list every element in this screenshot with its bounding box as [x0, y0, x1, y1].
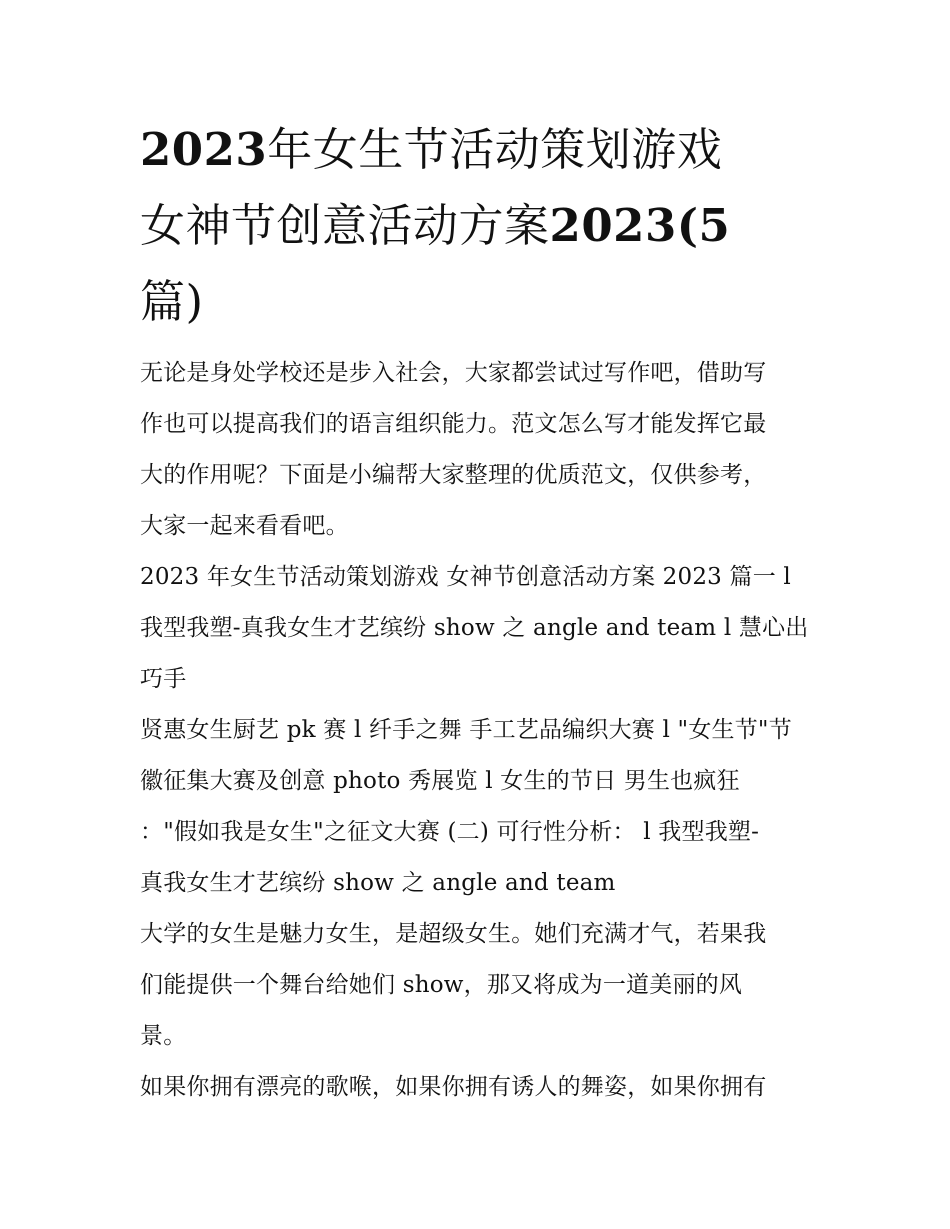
body-line-14: 景。	[140, 1023, 187, 1049]
body-line-10: ："假如我是女生"之征文大赛 (二) 可行性分析： l 我型我塑-	[140, 819, 760, 845]
body-line-8: 贤惠女生厨艺 pk 赛 l 纤手之舞 手工艺品编织大赛 l "女生节"节	[140, 717, 792, 743]
body-line-5: 2023 年女生节活动策划游戏 女神节创意活动方案 2023 篇一 l	[140, 564, 791, 590]
body-line-13: 们能提供一个舞台给她们 show，那又将成为一道美丽的风	[140, 972, 743, 998]
body-line-11: 真我女生才艺缤纷 show 之 angle and team	[140, 870, 616, 896]
body-line-6: 我型我塑-真我女生才艺缤纷 show 之 angle and team l 慧心出	[140, 615, 809, 641]
body-line-2: 作也可以提高我们的语言组织能力。范文怎么写才能发挥它最	[140, 411, 767, 437]
title-year-count: 2023(5	[549, 199, 731, 252]
body-line-15: 如果你拥有漂亮的歌喉，如果你拥有诱人的舞姿，如果你拥有	[140, 1074, 767, 1100]
title-year: 2023	[140, 123, 268, 176]
body-line-9: 徽征集大赛及创意 photo 秀展览 l 女生的节日 男生也疯狂	[140, 768, 740, 794]
body-line-3: 大的作用呢？下面是小编帮大家整理的优质范文，仅供参考，	[140, 462, 767, 488]
body-line-7: 巧手	[140, 666, 187, 692]
body-line-1: 无论是身处学校还是步入社会，大家都尝试过写作吧，借助写	[140, 360, 767, 386]
document-page	[140, 112, 820, 1113]
title-part-2: 女神节创意活动方案	[140, 199, 550, 252]
body-line-12: 大学的女生是魅力女生，是超级女生。她们充满才气，若果我	[140, 921, 767, 947]
title-part-1: 年女生节活动策划游戏	[267, 123, 723, 176]
document-title	[140, 112, 820, 340]
body-line-4: 大家一起来看看吧。	[140, 513, 349, 539]
title-part-3: 篇)	[140, 275, 204, 328]
